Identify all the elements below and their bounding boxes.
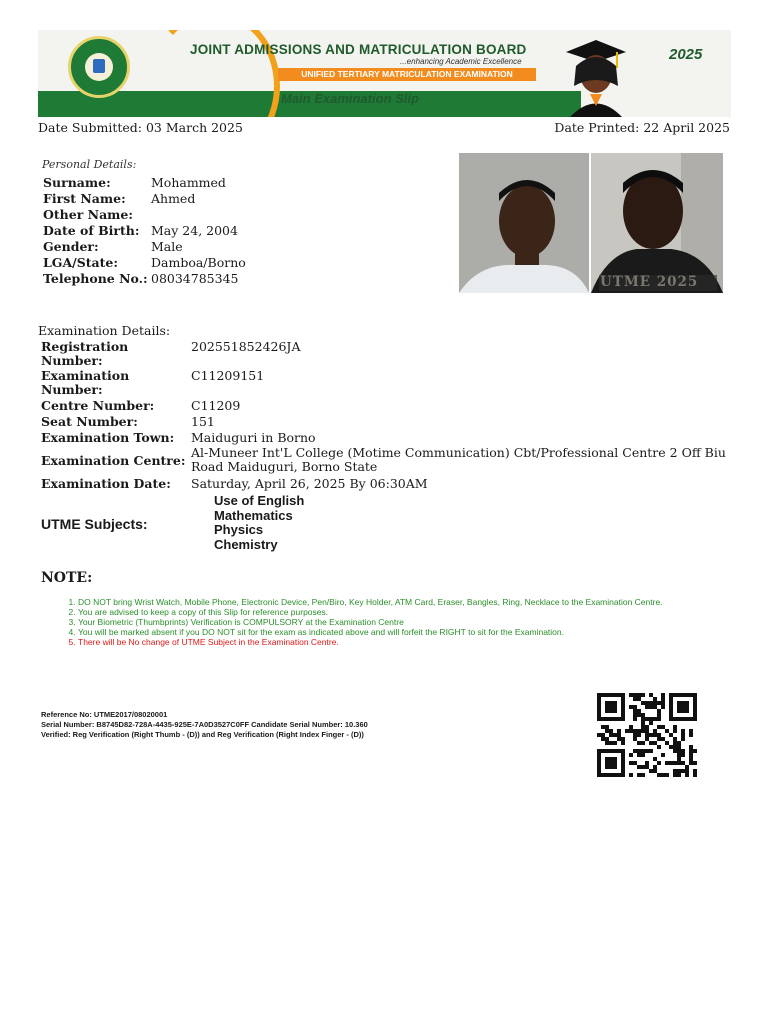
lga-state-row bbox=[43, 255, 246, 271]
field-label: Date of Birth: bbox=[43, 223, 140, 238]
exam-centre-label: Examination Centre: bbox=[41, 453, 186, 468]
field-value: Male bbox=[151, 239, 183, 254]
field-label: First Name: bbox=[43, 191, 126, 206]
header-banner bbox=[38, 30, 731, 117]
field-label: Gender: bbox=[43, 239, 99, 254]
seat-number-label: Seat Number: bbox=[41, 414, 138, 429]
exam-number-value: C11209151 bbox=[191, 368, 265, 383]
subject-item: Physics bbox=[214, 522, 264, 537]
exam-details-label: Examination Details: bbox=[38, 323, 171, 338]
candidate-capture-photo bbox=[591, 153, 723, 293]
subject-item: Chemistry bbox=[214, 536, 278, 552]
note-title: NOTE: bbox=[41, 570, 93, 586]
slip-title: Main Examination Slip bbox=[281, 91, 419, 106]
banner-year: 2025 bbox=[669, 46, 703, 63]
gender-row bbox=[43, 239, 246, 255]
subject-item: Mathematics bbox=[214, 507, 293, 523]
field-value: Ahmed bbox=[151, 191, 196, 206]
registration-label: Registration Number: bbox=[41, 339, 129, 368]
field-value: May 24, 2004 bbox=[151, 223, 238, 238]
board-title: JOINT ADMISSIONS AND MATRICULATION BOARD bbox=[190, 42, 527, 57]
utme-subjects-label: UTME Subjects: bbox=[41, 516, 148, 532]
qr-code-icon bbox=[597, 693, 697, 777]
personal-details-table bbox=[43, 175, 246, 287]
note-item: 3. Your Biometric (Thumbprints) Verification is COMPULSORY at the Examination Centre bbox=[78, 617, 718, 627]
exam-town-label: Examination Town: bbox=[41, 430, 175, 445]
exam-centre-value: Al-Muneer Int'L College (Motime Communication) Cbt/Professional Centre 2 Off Biu Road Maiduguri, Borno State bbox=[191, 445, 726, 474]
seat-number-value: 151 bbox=[191, 414, 215, 429]
dob-row bbox=[43, 223, 246, 239]
verification-text: Verified: Reg Verification (Right Thumb - (D)) and Reg Verification (Right Index Finger - (D)) bbox=[41, 730, 364, 739]
exam-date-value: Saturday, April 26, 2025 By 06:30AM bbox=[191, 476, 428, 491]
exam-date-label: Examination Date: bbox=[41, 476, 171, 491]
field-value: 08034785345 bbox=[151, 271, 239, 286]
exam-number-label: Examination Number: bbox=[41, 368, 130, 397]
registration-value: 202551852426JA bbox=[191, 339, 301, 354]
other-name-row bbox=[43, 207, 246, 223]
reference-block bbox=[41, 710, 368, 740]
note-list bbox=[64, 597, 718, 647]
jamb-logo-icon bbox=[68, 36, 130, 98]
note-item-warning: 5. There will be No change of UTME Subject in the Examination Centre. bbox=[78, 637, 718, 647]
graduate-illustration-icon bbox=[556, 34, 634, 117]
exam-subtitle: UNIFIED TERTIARY MATRICULATION EXAMINATION bbox=[278, 68, 536, 81]
subject-item: Use of English bbox=[214, 493, 305, 508]
field-value: Damboa/Borno bbox=[151, 255, 246, 270]
personal-details-label: Personal Details: bbox=[42, 158, 137, 171]
field-label: Other Name: bbox=[43, 207, 133, 222]
reference-number: Reference No: UTME2017/08020001 bbox=[41, 710, 168, 719]
note-item: 2. You are advised to keep a copy of this Slip for reference purposes. bbox=[78, 607, 718, 617]
surname-row bbox=[43, 175, 246, 191]
field-label: Surname: bbox=[43, 175, 111, 190]
first-name-row bbox=[43, 191, 246, 207]
centre-number-value: C11209 bbox=[191, 398, 241, 413]
serial-number: Serial Number: B8745D82-728A-4435-925E-7A0D3527C0FF Candidate Serial Number: 10.360 bbox=[41, 720, 368, 729]
candidate-photo bbox=[459, 153, 589, 293]
date-printed: Date Printed: 22 April 2025 bbox=[554, 120, 730, 135]
field-value: Mohammed bbox=[151, 175, 226, 190]
utme-watermark: UTME 2025 bbox=[600, 274, 699, 290]
field-label: Telephone No.: bbox=[43, 271, 148, 286]
telephone-row bbox=[43, 271, 246, 287]
utme-subjects-list bbox=[214, 494, 304, 552]
date-submitted: Date Submitted: 03 March 2025 bbox=[38, 120, 243, 135]
field-label: LGA/State: bbox=[43, 255, 118, 270]
field-value bbox=[151, 207, 246, 223]
note-item: 4. You will be marked absent if you DO NOT sit for the exam as indicated above and will forfeit the RIGHT to sit for the Examination. bbox=[78, 627, 718, 637]
board-tagline: ...enhancing Academic Excellence bbox=[400, 57, 522, 66]
note-item: 1. DO NOT bring Wrist Watch, Mobile Phone, Electronic Device, Pen/Biro, Key Holder, ATM Card, Eraser, Bangles, Ring, Necklace to the Examination Centre. bbox=[78, 597, 718, 607]
exam-town-value: Maiduguri in Borno bbox=[191, 430, 316, 445]
centre-number-label: Centre Number: bbox=[41, 398, 155, 413]
